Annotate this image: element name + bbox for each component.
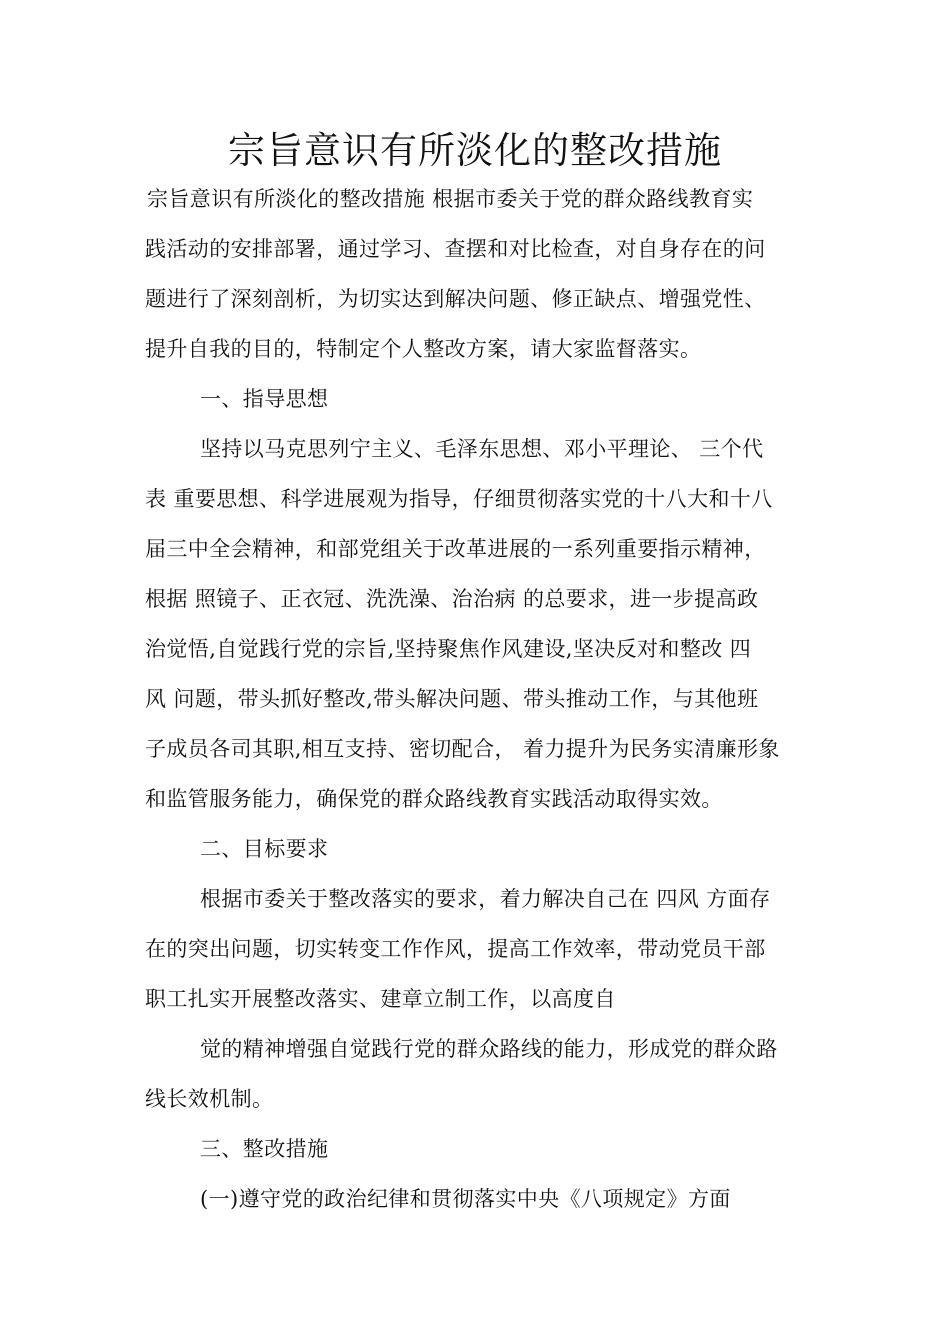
body-line: 题进行了深刻剖析，为切实达到解决问题、修正缺点、增强党性、	[145, 287, 766, 311]
body-line: 觉的精神增强自觉践行党的群众路线的能力，形成党的群众路	[200, 1037, 778, 1061]
body-line: 表 重要思想、科学进展观为指导，仔细贯彻落实党的十八大和十八	[145, 487, 773, 511]
section-heading: 一、指导思想	[200, 387, 329, 411]
section-heading: 三、整改措施	[200, 1137, 329, 1161]
body-line: 线长效机制。	[145, 1087, 274, 1111]
body-line: 风 问题，带头抓好整改,带头解决问题、带头推动工作，与其他班	[145, 687, 759, 711]
document-title: 宗旨意识有所淡化的整改措施	[228, 129, 722, 172]
body-line: 践活动的安排部署，通过学习、查摆和对比检查，对自身存在的问	[145, 237, 766, 261]
body-line: 宗旨意识有所淡化的整改措施 根据市委关于党的群众路线教育实	[147, 187, 754, 211]
body-line: 提升自我的目的，特制定个人整改方案，请大家监督落实。	[145, 337, 702, 361]
subsection-heading: (一)遵守党的政治纪律和贯彻落实中央《八项规定》方面	[200, 1187, 731, 1211]
body-line: 子成员各司其职,相互支持、密切配合， 着力提升为民务实清廉形象	[145, 737, 780, 761]
body-line: 治觉悟,自觉践行党的宗旨,坚持聚焦作风建设,坚决反对和整改 四	[145, 637, 752, 661]
body-line: 职工扎实开展整改落实、建章立制工作，以高度自	[145, 987, 616, 1011]
body-line: 坚持以马克思列宁主义、毛泽东思想、邓小平理论、 三个代	[200, 437, 764, 461]
body-line: 根据 照镜子、正衣冠、洗洗澡、治治病 的总要求，进一步提高政	[145, 587, 759, 611]
body-line: 届三中全会精神，和部党组关于改革进展的一系列重要指示精神，	[145, 537, 766, 561]
body-line: 在的突出问题，切实转变工作作风，提高工作效率，带动党员干部	[145, 937, 766, 961]
section-heading: 二、目标要求	[200, 837, 329, 861]
body-line: 根据市委关于整改落实的要求，着力解决自己在 四风 方面存	[200, 887, 771, 911]
body-line: 和监管服务能力，确保党的群众路线教育实践活动取得实效。	[145, 787, 723, 811]
